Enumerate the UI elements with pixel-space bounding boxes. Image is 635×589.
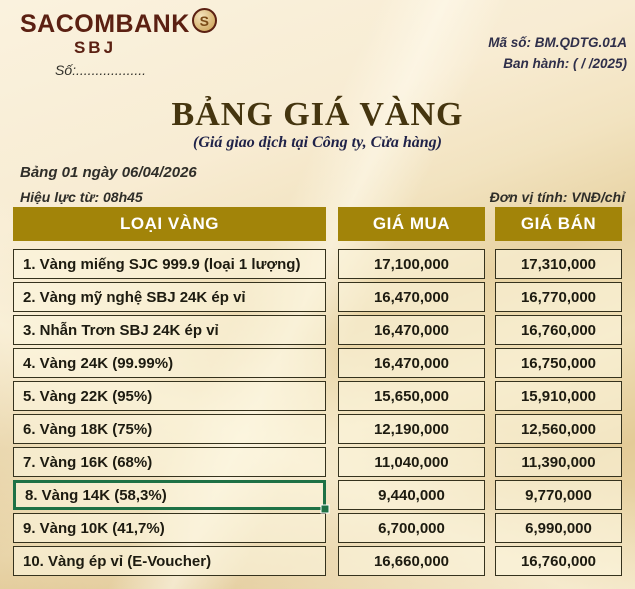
gold-type-cell[interactable]: 9. Vàng 10K (41,7%)	[13, 513, 326, 543]
buy-price-cell[interactable]: 11,040,000	[338, 447, 485, 477]
sell-price-cell[interactable]: 6,990,000	[495, 513, 622, 543]
document-meta	[488, 33, 627, 75]
gold-price-table	[13, 207, 622, 579]
buy-price-cell[interactable]: 16,470,000	[338, 315, 485, 345]
sacombank-s-icon: S	[192, 8, 217, 33]
gold-type-cell[interactable]: 8. Vàng 14K (58,3%)	[13, 480, 326, 510]
table-row	[13, 381, 622, 411]
gold-type-cell[interactable]: 1. Vàng miếng SJC 999.9 (loại 1 lượng)	[13, 249, 326, 279]
table-row	[13, 546, 622, 576]
gold-type-cell[interactable]: 3. Nhẫn Trơn SBJ 24K ép vỉ	[13, 315, 326, 345]
unit-note: Đơn vị tính: VNĐ/chỉ	[489, 189, 625, 205]
gold-type-cell[interactable]: 7. Vàng 16K (68%)	[13, 447, 326, 477]
brand-logo	[20, 12, 217, 58]
sell-price-cell[interactable]: 11,390,000	[495, 447, 622, 477]
buy-price-cell[interactable]: 9,440,000	[338, 480, 485, 510]
header-sell-price: GIÁ BÁN	[495, 207, 622, 241]
gold-type-cell[interactable]: 4. Vàng 24K (99.99%)	[13, 348, 326, 378]
gold-type-cell[interactable]: 6. Vàng 18K (75%)	[13, 414, 326, 444]
sell-price-cell[interactable]: 16,770,000	[495, 282, 622, 312]
document-number-label: Số:..................	[55, 62, 147, 78]
buy-price-cell[interactable]: 6,700,000	[338, 513, 485, 543]
table-row	[13, 414, 622, 444]
selection-fill-handle[interactable]	[321, 505, 330, 514]
buy-price-cell[interactable]: 16,660,000	[338, 546, 485, 576]
gold-type-cell[interactable]: 10. Vàng ép vỉ (E-Voucher)	[13, 546, 326, 576]
header-buy-price: GIÁ MUA	[338, 207, 485, 241]
sell-price-cell[interactable]: 16,760,000	[495, 546, 622, 576]
sell-price-cell[interactable]: 16,760,000	[495, 315, 622, 345]
buy-price-cell[interactable]: 15,650,000	[338, 381, 485, 411]
sell-price-cell[interactable]: 16,750,000	[495, 348, 622, 378]
page-subtitle: (Giá giao dịch tại Công ty, Cửa hàng)	[192, 134, 442, 151]
document-code: Mã số: BM.QDTG.01A	[488, 35, 627, 50]
page-title: BẢNG GIÁ VÀNG	[171, 96, 464, 133]
buy-price-cell[interactable]: 16,470,000	[338, 282, 485, 312]
buy-price-cell[interactable]: 16,470,000	[338, 348, 485, 378]
table-row	[13, 447, 622, 477]
sell-price-cell[interactable]: 15,910,000	[495, 381, 622, 411]
document-issue: Ban hành: ( / /2025)	[503, 55, 627, 71]
effective-time: Hiệu lực từ: 08h45	[20, 189, 143, 205]
table-row	[13, 249, 622, 279]
table-body	[13, 249, 622, 576]
buy-price-cell[interactable]: 17,100,000	[338, 249, 485, 279]
sell-price-cell[interactable]: 9,770,000	[495, 480, 622, 510]
table-header-row	[13, 207, 622, 241]
table-row	[13, 348, 622, 378]
table-row	[13, 480, 622, 510]
table-row	[13, 513, 622, 543]
header-gold-type: LOẠI VÀNG	[13, 207, 326, 241]
brand-subname: SBJ	[73, 38, 117, 57]
board-date: Bảng 01 ngày 06/04/2026	[20, 164, 197, 181]
sell-price-cell[interactable]: 12,560,000	[495, 414, 622, 444]
sell-price-cell[interactable]: 17,310,000	[495, 249, 622, 279]
gold-type-cell[interactable]: 2. Vàng mỹ nghệ SBJ 24K ép vỉ	[13, 282, 326, 312]
table-row	[13, 282, 622, 312]
table-row	[13, 315, 622, 345]
brand-name: SACOMBANK	[20, 10, 190, 38]
gold-type-cell[interactable]: 5. Vàng 22K (95%)	[13, 381, 326, 411]
buy-price-cell[interactable]: 12,190,000	[338, 414, 485, 444]
